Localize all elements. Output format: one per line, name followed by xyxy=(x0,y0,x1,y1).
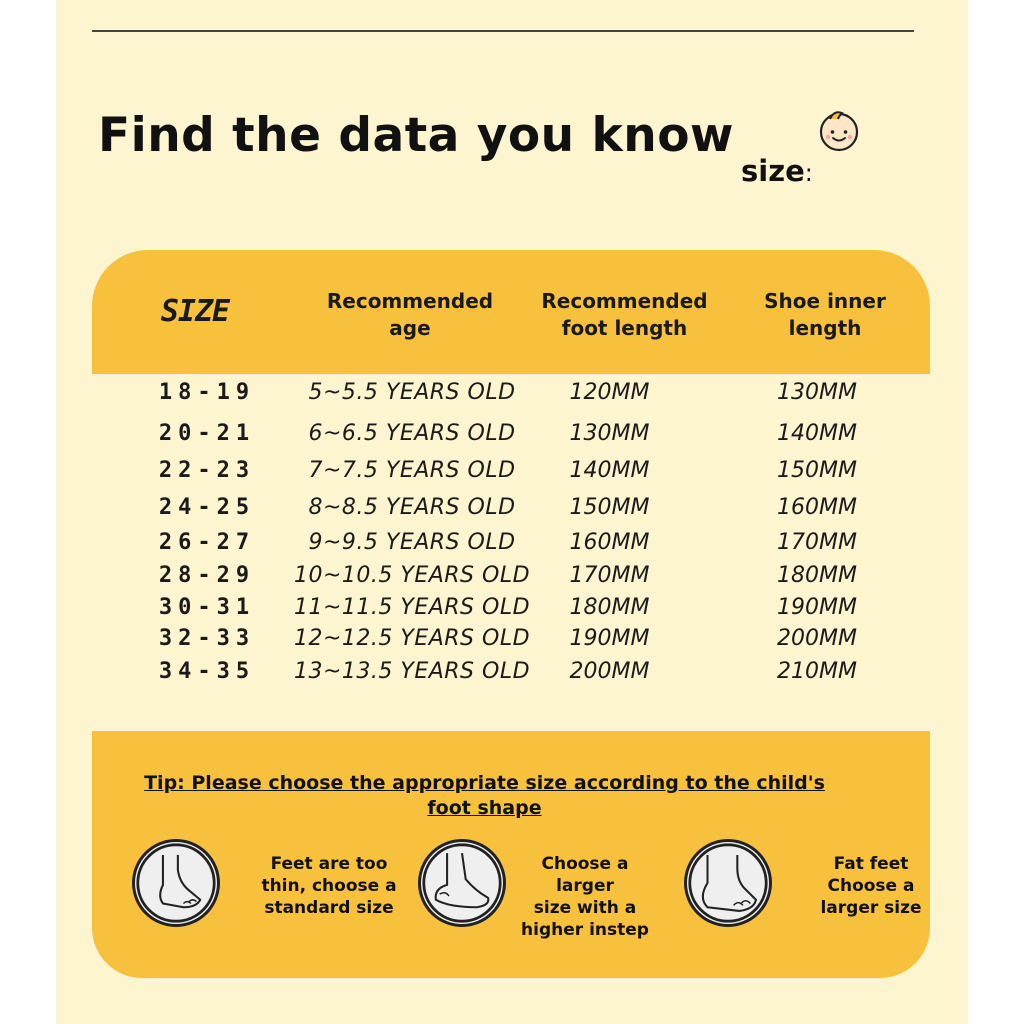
tip-caption-line: standard size xyxy=(264,898,394,918)
row-foot-length: 130MM xyxy=(569,421,650,446)
row-age: 9~9.5 YEARS OLD xyxy=(308,530,516,555)
row-inner-length: 210MM xyxy=(777,659,857,684)
size-label xyxy=(741,154,813,188)
fat-foot-icon xyxy=(684,839,772,927)
row-foot-length: 170MM xyxy=(569,563,650,588)
row-size: 34-35 xyxy=(158,659,256,684)
size-label-colon: : xyxy=(804,159,813,187)
row-age: 5~5.5 YEARS OLD xyxy=(308,380,516,405)
row-size: 30-31 xyxy=(158,595,256,620)
row-foot-length: 200MM xyxy=(569,659,650,684)
tip-caption-line: Feet are too xyxy=(270,854,388,874)
size-label-text: size xyxy=(741,154,805,188)
row-inner-length: 180MM xyxy=(777,563,857,588)
tip-caption-high-instep xyxy=(510,853,660,941)
table-header xyxy=(92,250,930,374)
table-row xyxy=(92,495,930,527)
header-inner-line1: Shoe inner xyxy=(764,289,886,313)
top-divider xyxy=(92,30,914,32)
row-age: 13~13.5 YEARS OLD xyxy=(293,659,531,684)
row-age: 10~10.5 YEARS OLD xyxy=(293,563,531,588)
header-age-line2: age xyxy=(389,316,431,340)
table-row xyxy=(92,458,930,490)
row-size: 32-33 xyxy=(158,626,256,651)
row-size: 24-25 xyxy=(158,495,256,520)
row-foot-length: 150MM xyxy=(569,495,650,520)
row-age: 11~11.5 YEARS OLD xyxy=(293,595,531,620)
header-age xyxy=(305,288,515,342)
tip-text: Tip: Please choose the appropriate size according to the child's foot shape xyxy=(144,772,825,819)
row-age: 12~12.5 YEARS OLD xyxy=(293,626,531,651)
row-size: 18-19 xyxy=(158,380,256,405)
tip-caption-line: Choose a larger xyxy=(541,854,629,896)
header-foot-line1: Recommended xyxy=(541,289,708,313)
page-title: Find the data you know xyxy=(98,108,734,163)
row-inner-length: 200MM xyxy=(777,626,857,651)
row-size: 26-27 xyxy=(158,530,256,555)
row-size: 22-23 xyxy=(158,458,256,483)
row-foot-length: 160MM xyxy=(569,530,650,555)
row-age: 8~8.5 YEARS OLD xyxy=(308,495,516,520)
table-row xyxy=(92,530,930,562)
table-row xyxy=(92,380,930,412)
row-size: 28-29 xyxy=(158,563,256,588)
row-foot-length: 120MM xyxy=(569,380,650,405)
table-row xyxy=(92,659,930,691)
header-inner-length xyxy=(735,288,915,342)
table-row xyxy=(92,421,930,453)
table-row xyxy=(92,563,930,595)
tips-panel xyxy=(92,731,930,978)
row-inner-length: 170MM xyxy=(777,530,857,555)
table-row xyxy=(92,626,930,658)
row-foot-length: 190MM xyxy=(569,626,650,651)
row-foot-length: 140MM xyxy=(569,458,650,483)
tip-caption-line: Choose a xyxy=(827,876,915,896)
tip-caption-line: larger size xyxy=(820,898,922,918)
header-inner-line2: length xyxy=(788,316,862,340)
tip-caption-line: Fat feet xyxy=(833,854,909,874)
row-inner-length: 150MM xyxy=(777,458,857,483)
thin-foot-icon xyxy=(132,839,220,927)
header-foot-line2: foot length xyxy=(561,316,688,340)
row-inner-length: 140MM xyxy=(777,421,857,446)
row-age: 7~7.5 YEARS OLD xyxy=(308,458,516,483)
baby-face-icon xyxy=(816,107,862,153)
row-age: 6~6.5 YEARS OLD xyxy=(308,421,516,446)
tip-caption-line: thin, choose a xyxy=(261,876,397,896)
row-inner-length: 130MM xyxy=(777,380,857,405)
header-size: SIZE xyxy=(160,294,230,329)
tip-caption-fat-feet xyxy=(796,853,946,919)
header-foot-length xyxy=(522,288,727,342)
tip-caption-line: higher instep xyxy=(521,920,649,940)
tip-caption-line: size with a xyxy=(533,898,637,918)
row-inner-length: 160MM xyxy=(777,495,857,520)
row-inner-length: 190MM xyxy=(777,595,857,620)
high-instep-foot-icon xyxy=(418,839,506,927)
table-row xyxy=(92,595,930,627)
header-age-line1: Recommended xyxy=(326,289,494,313)
row-foot-length: 180MM xyxy=(569,595,650,620)
tip-caption-thin-feet xyxy=(254,853,404,919)
row-size: 20-21 xyxy=(158,421,256,446)
